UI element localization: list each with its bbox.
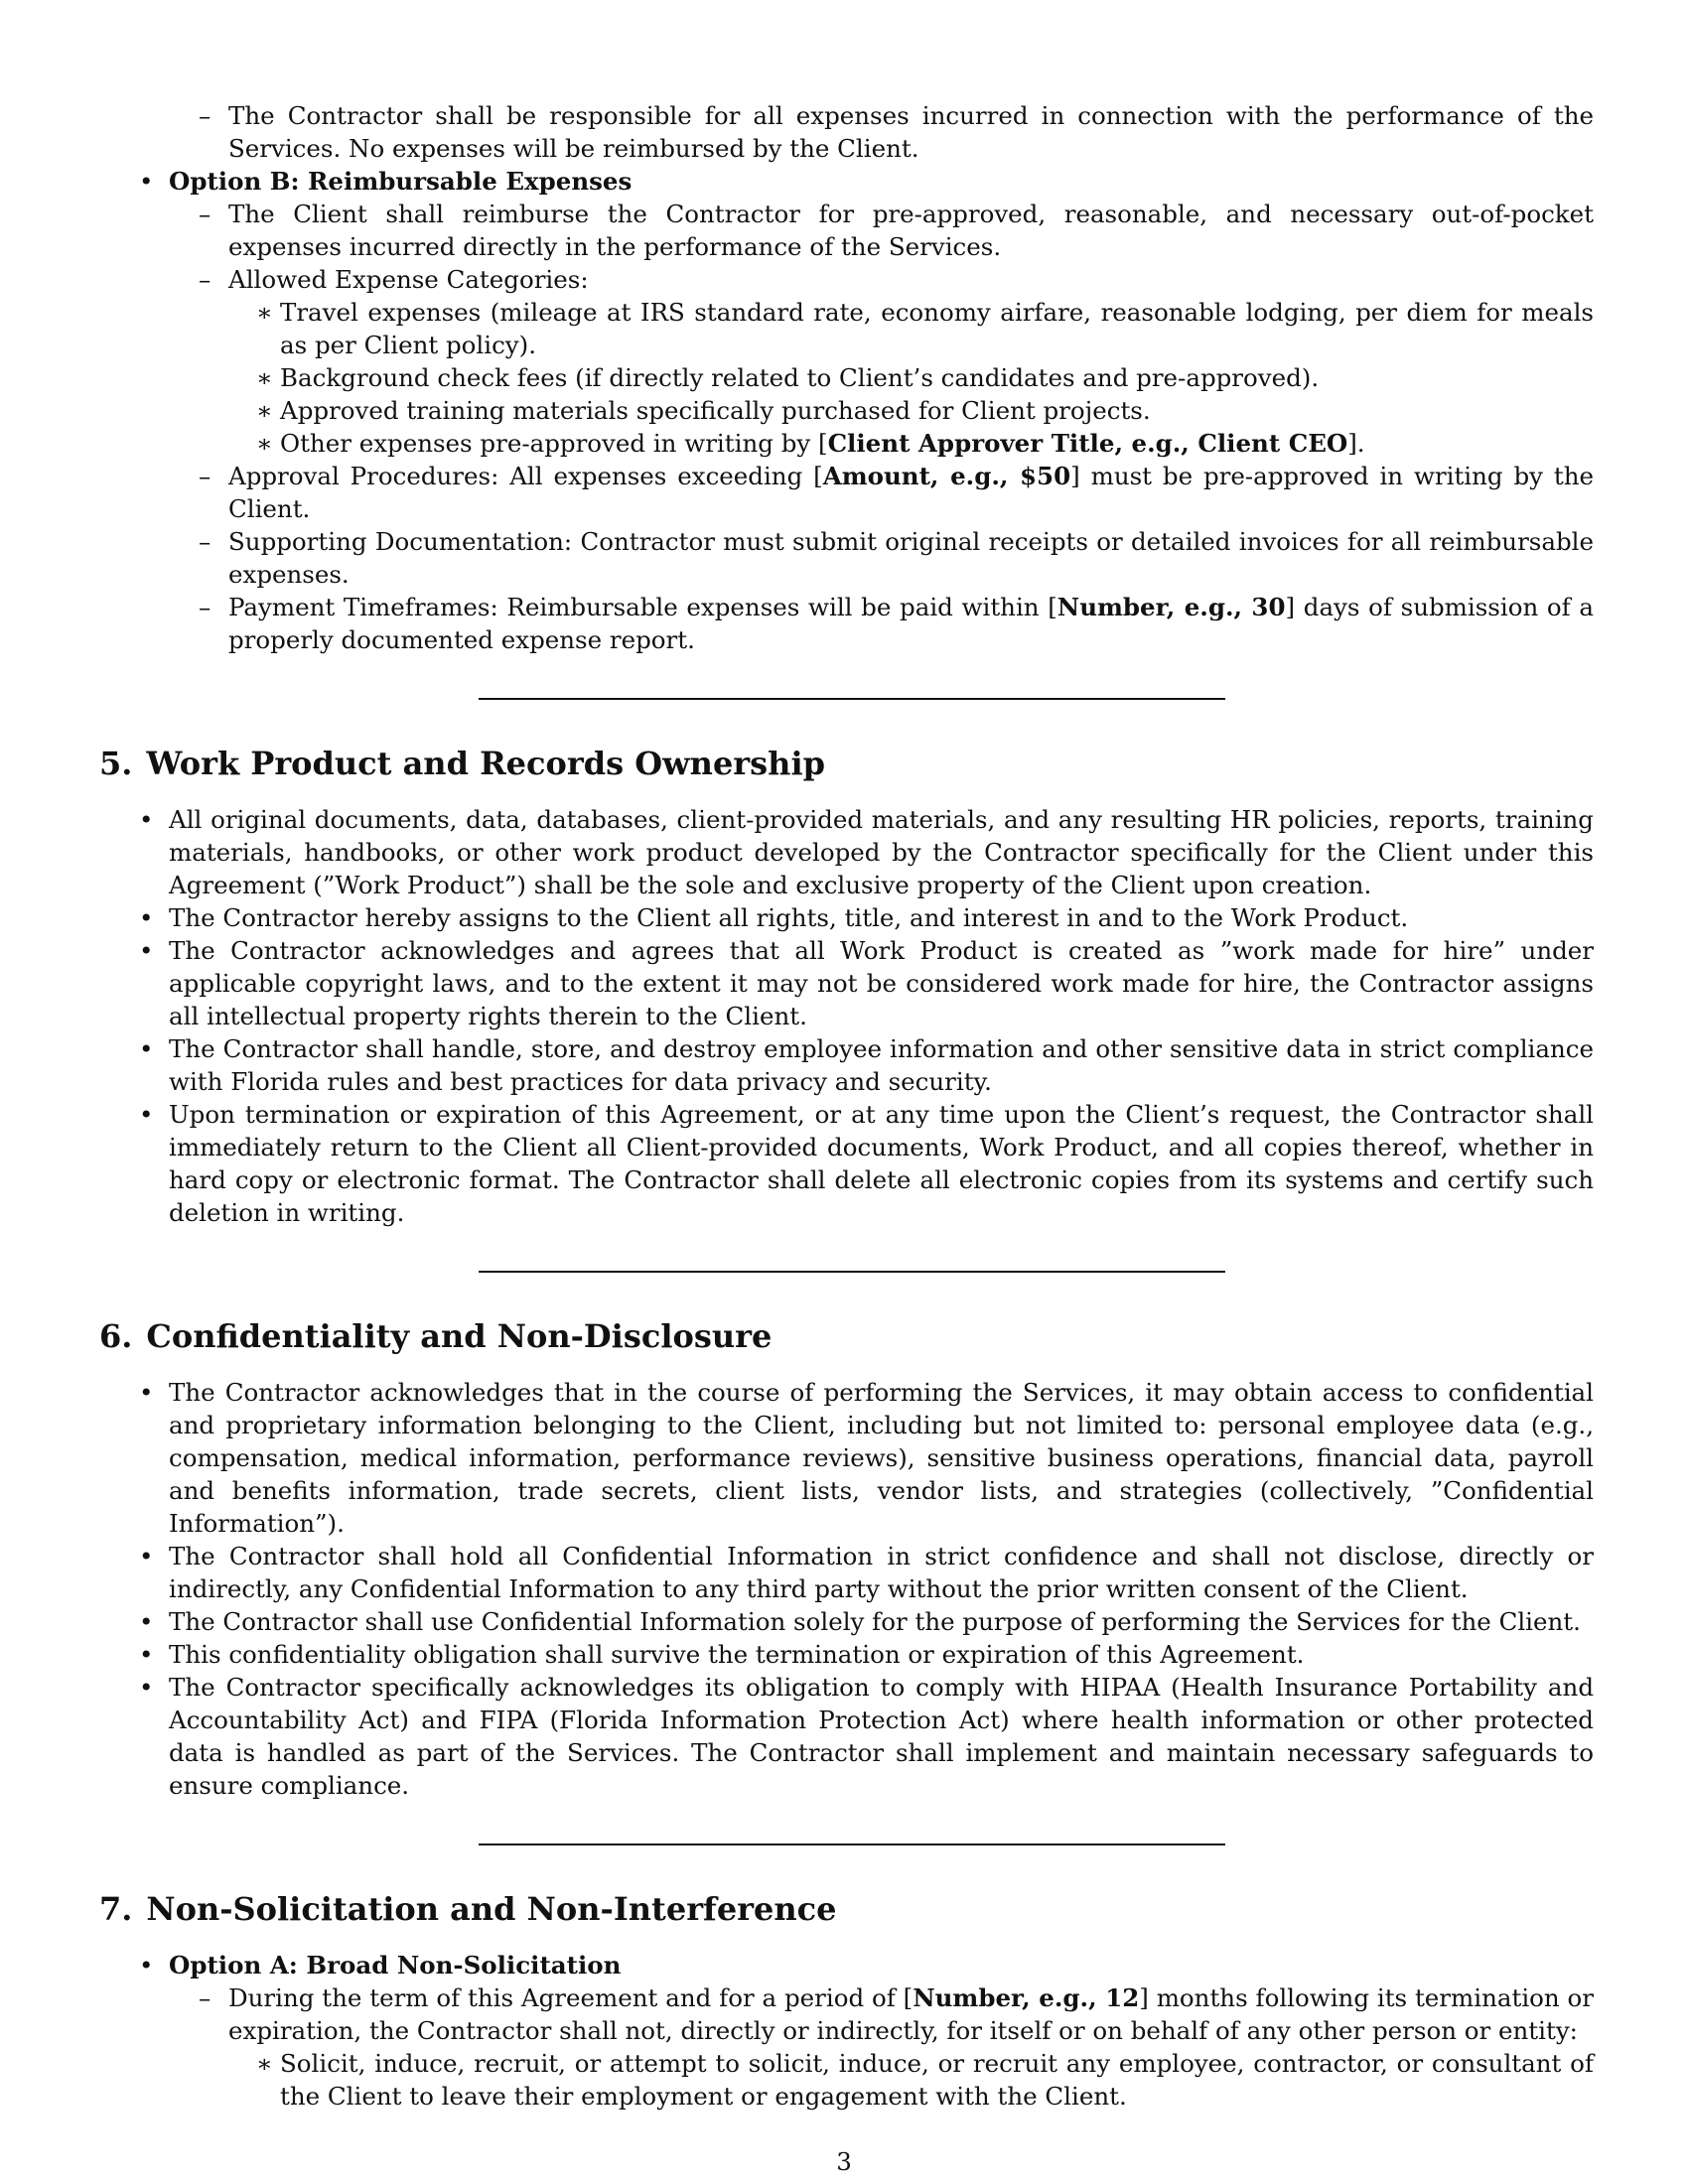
list-item: • The Contractor shall handle, store, and destroy employee information and other sensitive data in strict compliance with Florida rules and best practices for data privacy and security.	[99, 1032, 1594, 1098]
section-7-list	[99, 1949, 1594, 2113]
list-item: • The Contractor acknowledges that in the course of performing the Services, it may obtain access to confidential and proprietary information belonging to the Client, including but not limited to: personal employee data (e.g., compensation, medical information, performance reviews), sensitive business operations, financial data, payroll and benefits information, trade secrets, client lists, vendor lists, and strategies (collectively, ”Confidential Information”).	[99, 1376, 1594, 1540]
section-title: Non-Solicitation and Non-Interference	[146, 1890, 837, 1928]
page-number: 3	[836, 2147, 852, 2176]
text-fragment: ].	[1347, 429, 1365, 458]
section-heading	[99, 744, 1594, 783]
section-title: Work Product and Records Ownership	[146, 745, 825, 782]
option-a-sublist	[169, 99, 1594, 165]
section-title: Confidentiality and Non-Disclosure	[146, 1317, 773, 1355]
section-divider	[479, 1843, 1225, 1845]
placeholder-field: Client Approver Title, e.g., Client CEO	[827, 429, 1348, 458]
list-item: • This confidentiality obligation shall survive the termination or expiration of this Agreement.	[99, 1638, 1594, 1671]
text-fragment: Payment Timeframes: Reimbursable expenses will be paid within [	[228, 593, 1057, 621]
section-divider	[479, 1271, 1225, 1273]
section-number: 6.	[99, 1317, 133, 1355]
list-item: – Supporting Documentation: Contractor must submit original receipts or detailed invoices for all reimbursable expenses.	[169, 525, 1594, 591]
option-b-item	[99, 165, 1594, 656]
list-item: ∗ Approved training materials specifically purchased for Client projects.	[228, 394, 1594, 427]
list-item: • The Contractor shall hold all Confidential Information in strict confidence and shall not disclose, directly or indirectly, any Confidential Information to any third party without the prior written consent of the Client.	[99, 1540, 1594, 1605]
option-b-sublist	[169, 198, 1594, 656]
expense-categories-list	[228, 296, 1594, 460]
solicit-list	[228, 2047, 1594, 2113]
list-item: • The Contractor hereby assigns to the Client all rights, title, and interest in and to the Work Product.	[99, 901, 1594, 934]
document-page	[99, 99, 1594, 2113]
list-item: ∗ Travel expenses (mileage at IRS standard rate, economy airfare, reasonable lodging, per diem for meals as per Client policy).	[228, 296, 1594, 361]
list-item: • The Contractor shall use Confidential Information solely for the purpose of performing the Services for the Client.	[99, 1605, 1594, 1638]
expense-categories-item	[169, 263, 1594, 460]
section-5-list	[99, 803, 1594, 1229]
expenses-continuation	[169, 99, 1594, 165]
list-item: – The Contractor shall be responsible for all expenses incurred in connection with the performance of the Services. No expenses will be reimbursed by the Client.	[169, 99, 1594, 165]
option-b-title: Option B: Reimbursable Expenses	[169, 167, 633, 196]
placeholder-field: Amount, e.g., $50	[822, 462, 1071, 490]
section-heading	[99, 1316, 1594, 1356]
list-item: ∗ Solicit, induce, recruit, or attempt to solicit, induce, or recruit any employee, contractor, or consultant of the Client to leave their employment or engagement with the Client.	[228, 2047, 1594, 2113]
section-number: 7.	[99, 1890, 133, 1928]
option-a-item	[99, 1949, 1594, 2113]
section-6-list	[99, 1376, 1594, 1802]
option-b-list	[99, 165, 1594, 656]
list-item	[169, 460, 1594, 525]
section-heading	[99, 1889, 1594, 1929]
text-fragment: ] must be pre-approved in writing by the Client.	[228, 462, 1594, 523]
list-item: • All original documents, data, databases, client-provided materials, and any resulting HR policies, reports, training materials, handbooks, or other work product developed by the Contractor specifically for the Client under this Agreement (”Work Product”) shall be the sole and exclusive property of the Client upon creation.	[99, 803, 1594, 901]
text-fragment: ] months following its termination or expiration, the Contractor shall not, directly or indirectly, for itself or on behalf of any other person or entity:	[228, 1983, 1594, 2045]
list-item	[228, 427, 1594, 460]
text-fragment: Other expenses pre-approved in writing by [	[280, 429, 828, 458]
section-divider	[479, 698, 1225, 700]
option-a-title: Option A: Broad Non-Solicitation	[169, 1951, 622, 1979]
text-fragment: ] days of submission of a properly documented expense report.	[228, 593, 1595, 654]
list-item	[169, 1981, 1594, 2113]
placeholder-field: Number, e.g., 12	[913, 1983, 1140, 2012]
text-fragment: Approval Procedures: All expenses exceeding [	[228, 462, 823, 490]
list-item: ∗ Background check fees (if directly related to Client’s candidates and pre-approved).	[228, 361, 1594, 394]
categories-label: Allowed Expense Categories:	[228, 265, 589, 294]
list-item	[169, 591, 1594, 656]
text-fragment: During the term of this Agreement and for a period of [	[228, 1983, 914, 2012]
list-item: – The Client shall reimburse the Contractor for pre-approved, reasonable, and necessary out-of-pocket expenses incurred directly in the performance of the Services.	[169, 198, 1594, 263]
section-number: 5.	[99, 745, 133, 782]
list-item: • Upon termination or expiration of this Agreement, or at any time upon the Client’s request, the Contractor shall immediately return to the Client all Client-provided documents, Work Product, and all copies thereof, whether in hard copy or electronic format. The Contractor shall delete all electronic copies from its systems and certify such deletion in writing.	[99, 1098, 1594, 1229]
list-item: • The Contractor specifically acknowledges its obligation to comply with HIPAA (Health Insurance Portability and Accountability Act) and FIPA (Florida Information Protection Act) where health information or other protected data is handled as part of the Services. The Contractor shall implement and maintain necessary safeguards to ensure compliance.	[99, 1671, 1594, 1802]
list-item: • The Contractor acknowledges and agrees that all Work Product is created as ”work made for hire” under applicable copyright laws, and to the extent it may not be considered work made for hire, the Contractor assigns all intellectual property rights therein to the Client.	[99, 934, 1594, 1032]
option-a-sublist	[169, 1981, 1594, 2113]
placeholder-field: Number, e.g., 30	[1056, 593, 1286, 621]
